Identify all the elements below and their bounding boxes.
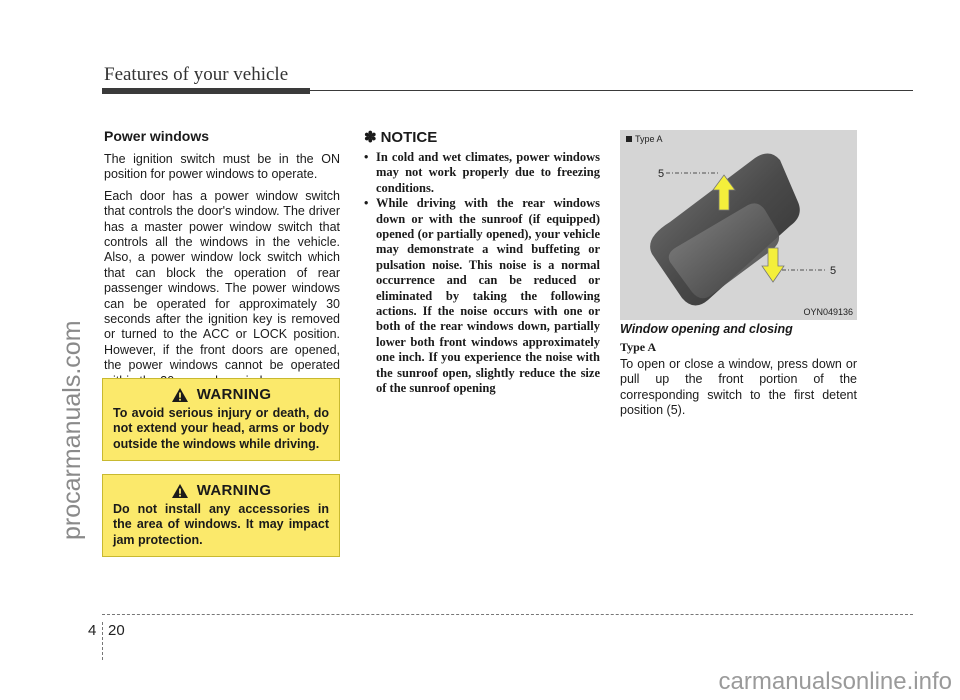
body-paragraph: The ignition switch must be in the ON position for power windows to operate. [104, 152, 340, 182]
warning-header [113, 482, 329, 499]
bullet-icon: • [364, 196, 369, 211]
chapter-number: 4 [88, 622, 97, 639]
notice-heading [364, 128, 600, 146]
warning-text: To avoid serious injury or death, do not extend your head, arms or body outside the windows while driving. [113, 406, 329, 451]
warning-title: WARNING [196, 386, 272, 403]
figure-code: OYN049136 [803, 307, 853, 317]
window-switch-drawing [620, 130, 857, 320]
notice-section [364, 128, 600, 397]
notice-symbol-icon: ✽ [364, 129, 377, 146]
side-watermark: procarmanuals.com [58, 320, 86, 540]
body-paragraph: To open or close a window, press down or pull up the front portion of the corresponding switch to the first detent position (5). [620, 357, 857, 418]
footer-divider [102, 622, 103, 660]
window-opening-section [620, 322, 857, 425]
type-label: Type A [620, 340, 657, 354]
square-bullet-icon [626, 136, 632, 142]
section-heading: Power windows [104, 128, 210, 144]
notice-title: NOTICE [380, 128, 438, 146]
switch-illustration [620, 130, 857, 320]
notice-list [364, 150, 600, 397]
body-paragraph: Each door has a power window switch that controls the door's window. The driver has a master power window switch that controls all the windows in the vehicle. Also, a power window lock switch which that can block the operation of rear passenger windows. The power windows can be operated for approximately 30 seconds after the ignition key is removed or turned to the ACC or LOCK position. However, if the front doors are opened, the power windows cannot be operated [104, 188, 340, 373]
notice-item: • While driving with the rear windows down or with the sunroof (if equipped) opened (or partially opened), your vehicle may demonstrate a wind buffeting or pulsation noise. This noise is a normal occurrence and can be reduced or eliminated by taking the following actions. If the noise occurs with one or both of the rear windows down, partially lower both front windows approximately one inch. If you experience the noise with the sunroof open, slightly reduce the size of the sunroof opening [364, 196, 600, 396]
warning-box [102, 378, 340, 461]
page-header-title: Features of your vehicle [104, 64, 289, 85]
power-windows-section [104, 128, 340, 395]
header-rule [102, 88, 310, 94]
footer-rule [102, 614, 913, 615]
notice-item: • In cold and wet climates, power windows may not work properly due to freezing conditions. [364, 150, 600, 195]
warning-title: WARNING [196, 482, 272, 499]
callout-number: 5 [830, 265, 837, 277]
bottom-watermark: carmanualsonline.info [718, 668, 952, 695]
warning-text: Do not install any accessories in the area of windows. It may impact jam protection. [113, 502, 329, 547]
header-rule-thin [310, 90, 913, 91]
warning-triangle-icon [171, 483, 189, 499]
warning-triangle-icon [171, 387, 189, 403]
subsection-heading: Window opening and closing [620, 322, 793, 336]
warning-box [102, 474, 340, 557]
bullet-icon: • [364, 150, 369, 164]
page-number: 20 [108, 622, 125, 639]
figure-type-label: Type A [626, 134, 663, 144]
callout-number: 5 [658, 168, 665, 180]
warning-header [113, 386, 329, 403]
